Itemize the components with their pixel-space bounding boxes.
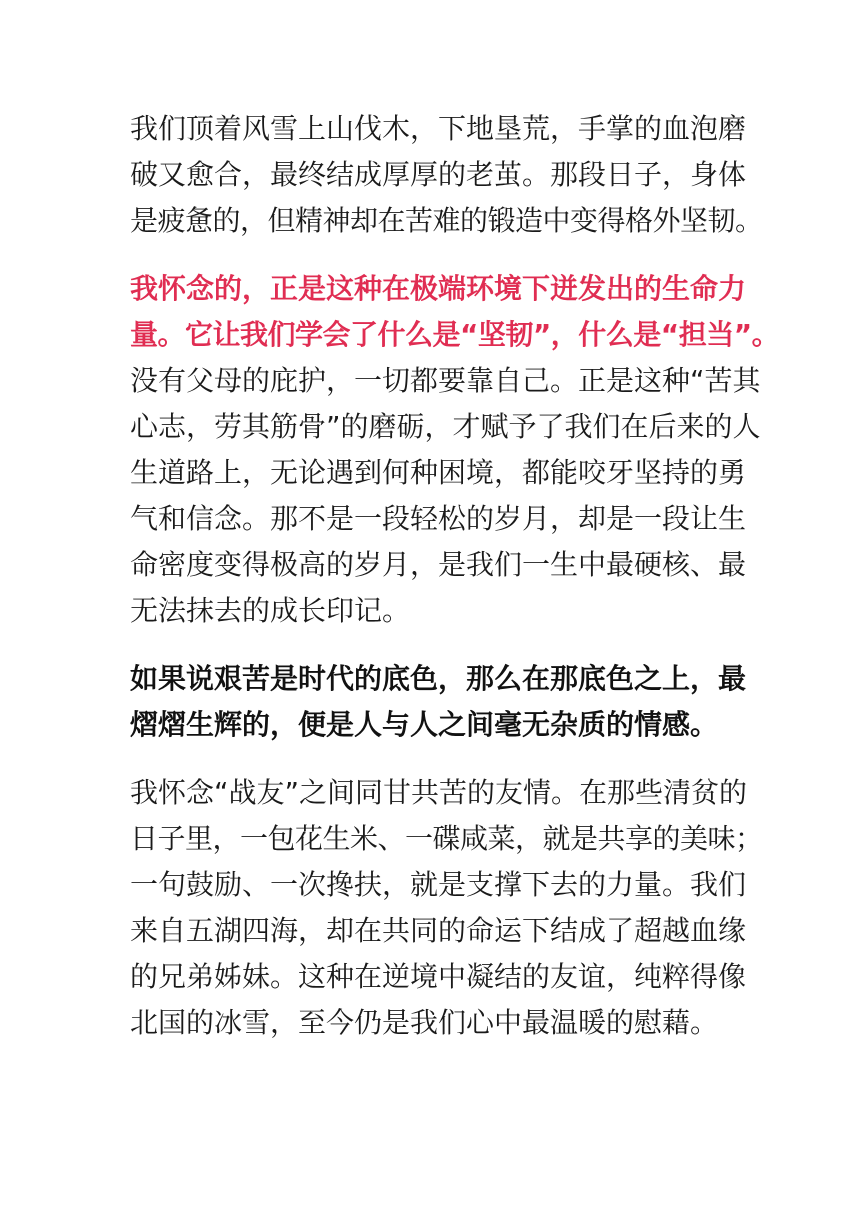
paragraph-friendship: [130, 770, 763, 1046]
emphasis-line: 如果说艰苦是时代的底色，那么在那底色之上，最: [130, 662, 747, 695]
paragraph-resilience: [130, 266, 780, 634]
highlight-line: 我怀念的，正是这种在极端环境下迸发出的生命力: [130, 272, 747, 305]
emphasis-line: 熠熠生辉的，便是人与人之间毫无杂质的情感。: [130, 708, 719, 741]
highlight-line: 量。它让我们学会了什么是“坚韧”，什么是“担当”。: [130, 318, 780, 351]
text-line: 的兄弟姊妹。这种在逆境中凝结的友谊，纯粹得像: [130, 960, 747, 993]
text-line: 北国的冰雪，至今仍是我们心中最温暖的慰藉。: [130, 1006, 719, 1039]
text-line: 是疲惫的，但精神却在苦难的锻造中变得格外坚韧。: [130, 204, 763, 237]
text-line: 命密度变得极高的岁月，是我们一生中最硬核、最: [130, 548, 747, 581]
article-body: [130, 106, 780, 1068]
paragraph-labor: [130, 106, 763, 244]
text-line: 气和信念。那不是一段轻松的岁月，却是一段让生: [130, 502, 747, 535]
text-line: 一句鼓励、一次搀扶，就是支撑下去的力量。我们: [130, 868, 747, 901]
text-line: 破又愈合，最终结成厚厚的老茧。那段日子，身体: [130, 158, 747, 191]
text-line: 我怀念“战友”之间同甘共苦的友情。在那些清贫的: [130, 776, 748, 809]
paragraph-transition: [130, 656, 747, 748]
text-line: 无法抹去的成长印记。: [130, 594, 411, 627]
text-line: 日子里，一包花生米、一碟咸菜，就是共享的美味；: [130, 822, 763, 855]
text-line: 来自五湖四海，却在共同的命运下结成了超越血缘: [130, 914, 747, 947]
text-line: 没有父母的庇护，一切都要靠自己。正是这种“苦其: [130, 364, 761, 397]
text-line: 我们顶着风雪上山伐木，下地垦荒，手掌的血泡磨: [130, 112, 747, 145]
text-line: 心志，劳其筋骨”的磨砺，才赋予了我们在后来的人: [130, 410, 761, 443]
text-line: 生道路上，无论遇到何种困境，都能咬牙坚持的勇: [130, 456, 747, 489]
